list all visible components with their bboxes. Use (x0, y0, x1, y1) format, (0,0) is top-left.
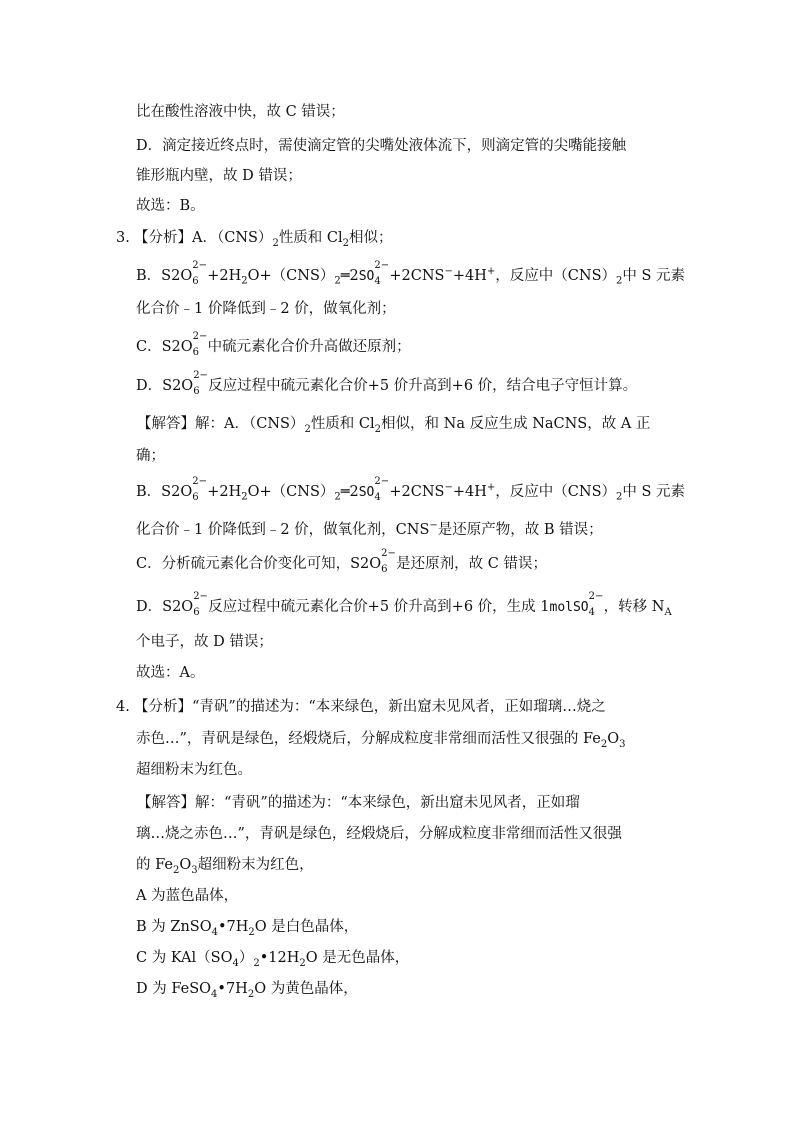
option-d: D 为 $FeSO_4•7H_2O$ 为黄色晶体， (136, 981, 358, 1000)
q3-solution-a: 【解答】解：A．$(CNS)_2$性质和 $Cl_2$相似，和 Na 反应生成 NaCNS，故 A 正 (137, 416, 651, 435)
q3-analysis-b: B．S2O 2− 6 $+2H_2O+(CNS)_2═2SO$ 2− 4 +2CNS−+4H+，反应中$(CNS)_2$中 S 元素 (136, 259, 686, 287)
q3-solution-c: C．分析硫元素化合价变化可知，S2O 2− 6 是还原剂，故 C 错误； (136, 548, 547, 575)
q4-analysis: 4. 【分析】“青矾”的描述为：“本来绿色，新出窟未见风者，正如瑠璃…烧之 (116, 699, 606, 715)
option-c: C 为 $KAl(SO_4)_2•12H_2O$ 是无色晶体， (136, 950, 410, 969)
q3-analysis-a: 3. 【分析】A．$(CNS)_2$性质和 $Cl_2$相似； (116, 230, 393, 249)
q4-solution: 【解答】解：“青矾”的描述为：“本来绿色，新出窟未见风者，正如瑠 (137, 795, 580, 811)
text-line: 璃…烧之赤色…”，青矾是绿色，经煅烧后，分解成粒度非常细而活性又很强 (136, 826, 622, 842)
option-a: A 为蓝色晶体， (136, 888, 239, 904)
q3-analysis-d: D．S2O 2− 6 反应过程中硫元素化合价+5 价升高到+6 价，结合电子守恒计算。 (136, 370, 638, 397)
text-line: 比在酸性溶液中快，故 C 错误； (136, 104, 345, 120)
option-b: B 为 $ZnSO_4•7H_2O$ 是白色晶体， (136, 919, 359, 938)
text-line: 故选：A。 (136, 665, 205, 681)
text-line: D．滴定接近终点时，需使滴定管的尖嘴处液体流下，则滴定管的尖嘴能接触 (136, 138, 627, 154)
text-line: 锥形瓶内壁，故 D 错误； (136, 168, 302, 184)
text-line: 化合价﹣1 价降低到﹣2 价，做氧化剂； (136, 301, 396, 317)
q3-analysis-c: C．S2O 2− 6 中硫元素化合价升高做还原剂； (136, 331, 411, 358)
text-line: 的 $Fe_2O_3$超细粉末为红色， (136, 857, 314, 876)
text-line: 化合价﹣1 价降低到﹣2 价，做氧化剂，CNS−是还原产物，故 B 错误； (136, 520, 603, 538)
q3-solution-d: D．S2O 2− 6 反应过程中硫元素化合价+5 价升高到+6 价，生成 1molSO 2− 4 ，转移 $N_A$ (136, 591, 672, 618)
q3-solution-b: B．S2O 2− 6 $+2H_2O+(CNS)_2═2SO$ 2− 4 +2CNS−+4H+，反应中$(CNS)_2$中 S 元素 (136, 475, 686, 503)
text-line: 超细粉末为红色。 (136, 762, 252, 778)
text-line: 故选：B。 (136, 198, 205, 214)
text-line: 赤色…”，青矾是绿色，经煅烧后，分解成粒度非常细而活性又很强的 $Fe_2O_3$ (136, 731, 626, 750)
text-line: 个电子，故 D 错误； (136, 634, 273, 650)
text-line: 确； (136, 448, 165, 464)
